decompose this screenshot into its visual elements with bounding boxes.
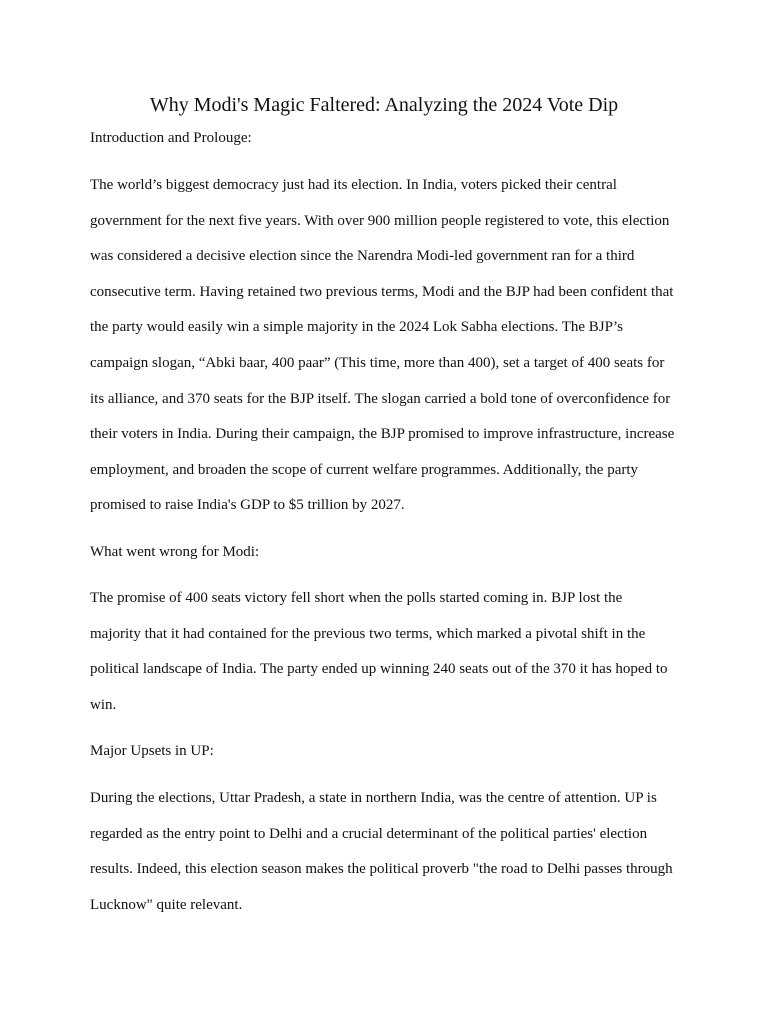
paragraph-line: During the elections, Uttar Pradesh, a state in northern India, was the centre of attention. UP is	[90, 790, 657, 806]
paragraph-line: promised to raise India's GDP to $5 trillion by 2027.	[90, 497, 405, 514]
section-heading-major-upsets: Major Upsets in UP:	[90, 743, 214, 759]
paragraph-line: The promise of 400 seats victory fell short when the polls started coming in. BJP lost the	[90, 590, 623, 606]
paragraph-line: the party would easily win a simple majority in the 2024 Lok Sabha elections. The BJP’s	[90, 319, 623, 336]
paragraph-introduction	[90, 176, 690, 532]
section-heading-introduction: Introduction and Prolouge:	[90, 130, 252, 146]
paragraph-line: employment, and broaden the scope of current welfare programmes. Additionally, the party	[90, 461, 639, 478]
paragraph-major-upsets	[90, 789, 690, 931]
paragraph-what-went-wrong	[90, 589, 690, 731]
paragraph-line: political landscape of India. The party ended up winning 240 seats out of the 370 it has hoped to	[90, 661, 668, 678]
paragraph-line: its alliance, and 370 seats for the BJP itself. The slogan carried a bold tone of overconfidence for	[90, 390, 671, 407]
paragraph-line: Lucknow" quite relevant.	[90, 896, 243, 913]
paragraph-line: results. Indeed, this election season makes the political proverb "the road to Delhi passes through	[90, 861, 673, 878]
section-heading-what-went-wrong: What went wrong for Modi:	[90, 544, 260, 560]
paragraph-line: win.	[90, 696, 117, 713]
paragraph-line: was considered a decisive election since the Narendra Modi-led government ran for a third	[90, 248, 635, 265]
paragraph-line: their voters in India. During their campaign, the BJP promised to improve infrastructure, increase	[90, 426, 675, 443]
document-title: Why Modi's Magic Faltered: Analyzing the 2024 Vote Dip	[149, 94, 619, 116]
paragraph-line: majority that it had contained for the previous two terms, which marked a pivotal shift in the	[90, 625, 646, 642]
paragraph-line: regarded as the entry point to Delhi and a crucial determinant of the political parties' election	[90, 825, 648, 842]
paragraph-line: government for the next five years. With over 900 million people registered to vote, this election	[90, 212, 670, 229]
paragraph-line: campaign slogan, “Abki baar, 400 paar” (This time, more than 400), set a target of 400 seats for	[90, 354, 665, 371]
paragraph-line: The world’s biggest democracy just had its election. In India, voters picked their central	[90, 177, 617, 193]
paragraph-line: consecutive term. Having retained two previous terms, Modi and the BJP had been confident that	[90, 283, 674, 300]
